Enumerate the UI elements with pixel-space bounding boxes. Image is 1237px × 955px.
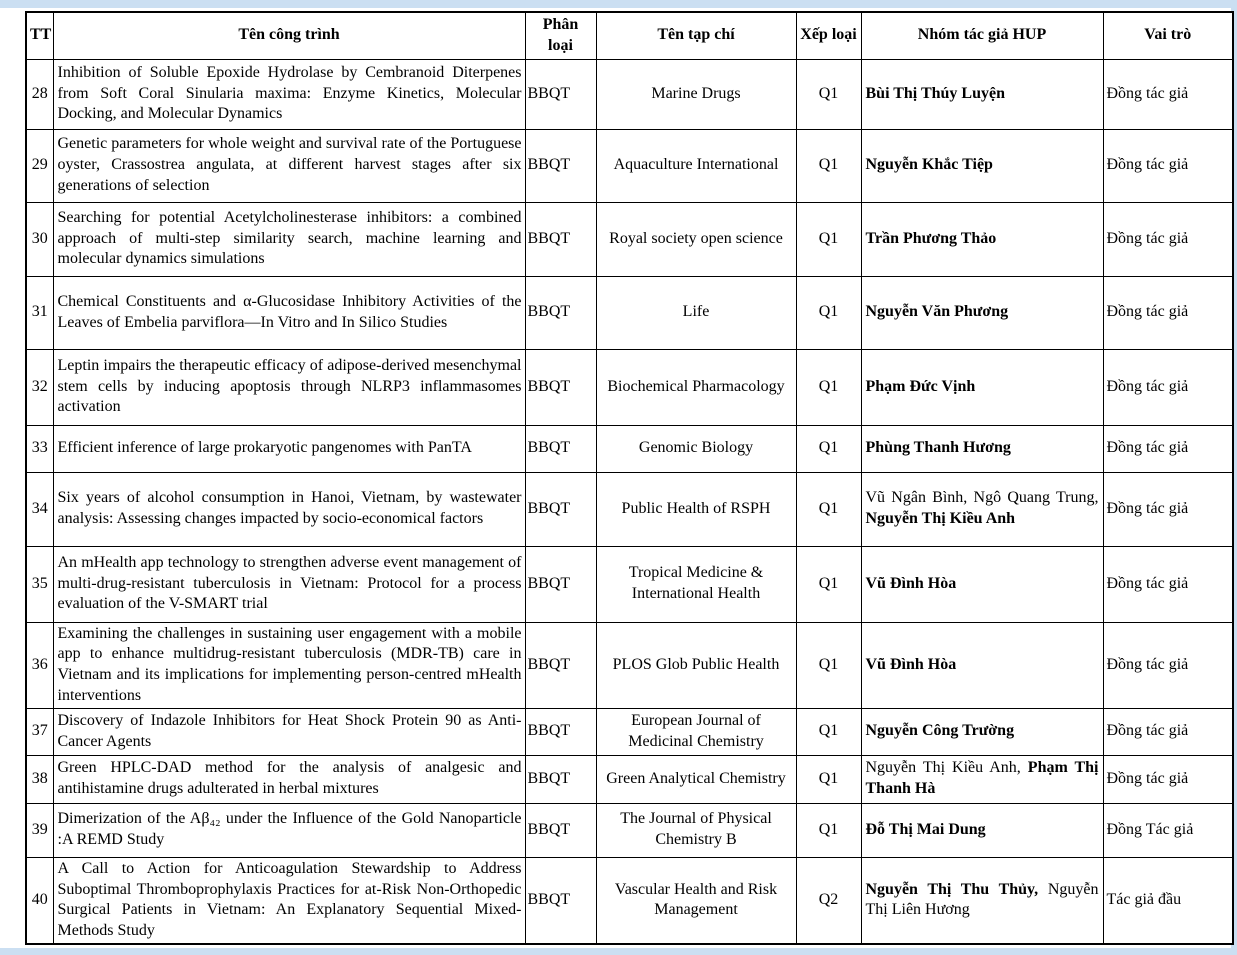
work-title-cell: Inhibition of Soluble Epoxide Hydrolase by Cembranoid Diterpenes from Soft Coral Sinularia maxima: Enzyme Kinetics, Molecular Docking, and Molecular Dynamics xyxy=(53,59,525,129)
author-name-hup: Nguyễn Thị Kiều Anh xyxy=(865,510,1016,528)
rank-cell: Q1 xyxy=(796,276,861,349)
row-number-cell: 33 xyxy=(26,425,53,472)
category-cell: BBQT xyxy=(525,349,596,425)
table-body xyxy=(26,59,1233,944)
role-cell: Đồng tác giả xyxy=(1103,472,1233,546)
rank-cell: Q1 xyxy=(796,425,861,472)
publications-table xyxy=(25,11,1234,945)
journal-cell: Aquaculture International xyxy=(596,129,796,202)
work-title-cell: An mHealth app technology to strengthen adverse event management of multi-drug-resistant tuberculosis in Vietnam: Protocol for a process evaluation of the V-SMART trial xyxy=(53,546,525,622)
table-row xyxy=(26,472,1233,546)
category-cell: BBQT xyxy=(525,59,596,129)
work-title-cell: Examining the challenges in sustaining user engagement with a mobile app to enhance multidrug-resistant tuberculosis (MDR-TB) care in Vietnam and its implications for implementing person-centred mHealth interventions xyxy=(53,622,525,708)
authors-cell xyxy=(861,755,1103,803)
category-cell: BBQT xyxy=(525,472,596,546)
authors-cell xyxy=(861,349,1103,425)
role-cell: Đồng tác giả xyxy=(1103,202,1233,276)
header-row xyxy=(26,12,1233,59)
role-cell: Đồng tác giả xyxy=(1103,708,1233,755)
rank-cell: Q1 xyxy=(796,349,861,425)
authors-cell xyxy=(861,622,1103,708)
authors-cell xyxy=(861,276,1103,349)
journal-cell: Royal society open science xyxy=(596,202,796,276)
role-cell: Đồng tác giả xyxy=(1103,129,1233,202)
table-row xyxy=(26,276,1233,349)
table-row xyxy=(26,546,1233,622)
category-cell: BBQT xyxy=(525,546,596,622)
table-row xyxy=(26,59,1233,129)
table-row xyxy=(26,708,1233,755)
work-title-cell: Chemical Constituents and α-Glucosidase Inhibitory Activities of the Leaves of Embelia parviflora—In Vitro and In Silico Studies xyxy=(53,276,525,349)
rank-cell: Q1 xyxy=(796,59,861,129)
work-title-cell: A Call to Action for Anticoagulation Stewardship to Address Suboptimal Thromboprophylaxis Practices for at-Risk Non-Orthopedic Surgical Patients in Vietnam: An Explanatory Sequential Mixed-Methods Study xyxy=(53,857,525,944)
row-number-cell: 29 xyxy=(26,129,53,202)
author-name-hup: Vũ Đình Hòa xyxy=(865,655,957,673)
header-rank: Xếp loại xyxy=(796,12,861,59)
role-cell: Đồng Tác giả xyxy=(1103,803,1233,857)
role-cell: Tác giả đầu xyxy=(1103,857,1233,944)
row-number-cell: 28 xyxy=(26,59,53,129)
journal-cell: Marine Drugs xyxy=(596,59,796,129)
table-row xyxy=(26,803,1233,857)
row-number-cell: 36 xyxy=(26,622,53,708)
header-tt: TT xyxy=(26,12,53,59)
row-number-cell: 31 xyxy=(26,276,53,349)
table-row xyxy=(26,202,1233,276)
author-name-hup: Phạm Thị Thanh Hà xyxy=(865,759,1099,798)
journal-cell: Vascular Health and Risk Management xyxy=(596,857,796,944)
table-row xyxy=(26,349,1233,425)
row-number-cell: 40 xyxy=(26,857,53,944)
authors-cell xyxy=(861,425,1103,472)
category-cell: BBQT xyxy=(525,425,596,472)
author-name-hup: Vũ Đình Hòa xyxy=(865,574,957,592)
author-name: Nguyễn Thị Kiều Anh, xyxy=(865,759,1028,777)
rank-cell: Q1 xyxy=(796,803,861,857)
role-cell: Đồng tác giả xyxy=(1103,59,1233,129)
work-title-cell: Efficient inference of large prokaryotic pangenomes with PanTA xyxy=(53,425,525,472)
row-number-cell: 37 xyxy=(26,708,53,755)
category-cell: BBQT xyxy=(525,755,596,803)
author-name-hup: Nguyễn Thị Thu Thủy, xyxy=(865,880,1048,898)
authors-cell xyxy=(861,546,1103,622)
authors-cell xyxy=(861,129,1103,202)
work-title-cell: Leptin impairs the therapeutic efficacy of adipose-derived mesenchymal stem cells by inducing apoptosis through NLRP3 inflammasomes activation xyxy=(53,349,525,425)
row-number-cell: 35 xyxy=(26,546,53,622)
table-row xyxy=(26,755,1233,803)
category-cell: BBQT xyxy=(525,276,596,349)
journal-cell: European Journal of Medicinal Chemistry xyxy=(596,708,796,755)
work-title-cell: Genetic parameters for whole weight and survival rate of the Portuguese oyster, Crassostrea angulata, at different harvest stages after six generations of selection xyxy=(53,129,525,202)
category-cell: BBQT xyxy=(525,708,596,755)
author-name-hup: Phạm Đức Vịnh xyxy=(865,377,976,395)
journal-cell: Tropical Medicine & International Health xyxy=(596,546,796,622)
category-cell: BBQT xyxy=(525,202,596,276)
header-role: Vai trò xyxy=(1103,12,1233,59)
work-title-cell: Six years of alcohol consumption in Hanoi, Vietnam, by wastewater analysis: Assessing changes impacted by socio-economical factors xyxy=(53,472,525,546)
rank-cell: Q1 xyxy=(796,622,861,708)
role-cell: Đồng tác giả xyxy=(1103,622,1233,708)
row-number-cell: 30 xyxy=(26,202,53,276)
authors-cell xyxy=(861,59,1103,129)
row-number-cell: 32 xyxy=(26,349,53,425)
rank-cell: Q2 xyxy=(796,857,861,944)
role-cell: Đồng tác giả xyxy=(1103,276,1233,349)
category-cell: BBQT xyxy=(525,803,596,857)
header-journal: Tên tạp chí xyxy=(596,12,796,59)
role-cell: Đồng tác giả xyxy=(1103,546,1233,622)
author-name-hup: Phùng Thanh Hương xyxy=(865,439,1011,457)
category-cell: BBQT xyxy=(525,129,596,202)
header-authors: Nhóm tác giả HUP xyxy=(861,12,1103,59)
author-name-hup: Nguyễn Văn Phương xyxy=(865,303,1009,321)
row-number-cell: 38 xyxy=(26,755,53,803)
author-name-hup: Nguyễn Công Trường xyxy=(865,722,1015,740)
header-title: Tên công trình xyxy=(53,12,525,59)
journal-cell: Public Health of RSPH xyxy=(596,472,796,546)
work-title-cell: Green HPLC-DAD method for the analysis of analgesic and antihistamine drugs adulterated in herbal mixtures xyxy=(53,755,525,803)
table-row xyxy=(26,622,1233,708)
table-row xyxy=(26,425,1233,472)
work-title-cell: Searching for potential Acetylcholinesterase inhibitors: a combined approach of multi-step similarity search, machine learning and molecular dynamics simulations xyxy=(53,202,525,276)
rank-cell: Q1 xyxy=(796,546,861,622)
author-name-hup: Nguyễn Khắc Tiệp xyxy=(865,156,993,174)
row-number-cell: 34 xyxy=(26,472,53,546)
authors-cell xyxy=(861,708,1103,755)
header-category: Phân loại xyxy=(525,12,596,59)
rank-cell: Q1 xyxy=(796,129,861,202)
authors-cell xyxy=(861,472,1103,546)
journal-cell: Life xyxy=(596,276,796,349)
table-row xyxy=(26,857,1233,944)
work-title-cell: Dimerization of the Aβ₄₂ under the Influence of the Gold Nanoparticle :A REMD Study xyxy=(53,803,525,857)
category-cell: BBQT xyxy=(525,622,596,708)
journal-cell: Biochemical Pharmacology xyxy=(596,349,796,425)
table-row xyxy=(26,129,1233,202)
author-name: Nguyễn Thị Liên Hương xyxy=(865,880,1099,919)
role-cell: Đồng tác giả xyxy=(1103,349,1233,425)
journal-cell: The Journal of Physical Chemistry B xyxy=(596,803,796,857)
rank-cell: Q1 xyxy=(796,755,861,803)
category-cell: BBQT xyxy=(525,857,596,944)
rank-cell: Q1 xyxy=(796,708,861,755)
authors-cell xyxy=(861,803,1103,857)
authors-cell xyxy=(861,857,1103,944)
work-title-cell: Discovery of Indazole Inhibitors for Heat Shock Protein 90 as Anti-Cancer Agents xyxy=(53,708,525,755)
table-header xyxy=(26,12,1233,59)
rank-cell: Q1 xyxy=(796,472,861,546)
canvas-strip-bottom xyxy=(0,948,1237,955)
author-name: Vũ Ngân Bình, Ngô Quang Trung, xyxy=(865,489,1099,507)
author-name-hup: Trần Phương Thảo xyxy=(865,229,997,247)
canvas-strip-top xyxy=(0,0,1237,8)
role-cell: Đồng tác giả xyxy=(1103,425,1233,472)
journal-cell: PLOS Glob Public Health xyxy=(596,622,796,708)
row-number-cell: 39 xyxy=(26,803,53,857)
author-name-hup: Bùi Thị Thúy Luyện xyxy=(865,84,1005,102)
role-cell: Đồng tác giả xyxy=(1103,755,1233,803)
author-name-hup: Đỗ Thị Mai Dung xyxy=(865,820,986,838)
journal-cell: Genomic Biology xyxy=(596,425,796,472)
authors-cell xyxy=(861,202,1103,276)
rank-cell: Q1 xyxy=(796,202,861,276)
journal-cell: Green Analytical Chemistry xyxy=(596,755,796,803)
